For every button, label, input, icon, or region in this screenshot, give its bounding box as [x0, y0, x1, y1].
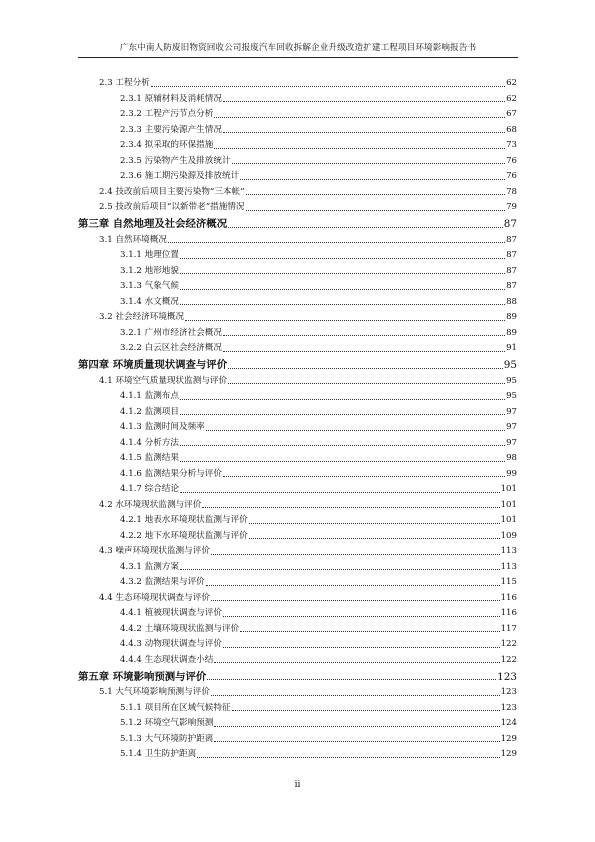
toc-entry-page: 123	[500, 687, 517, 697]
toc-entry-page: 113	[500, 546, 517, 556]
toc-entry-title: 2.3.5 污染物产生及排放统计	[120, 155, 231, 166]
dot-leader	[232, 710, 500, 711]
toc-entry-title: 第三章 自然地理及社会经济概况	[78, 218, 228, 230]
toc-entry-title: 3.1.4 水文概况	[120, 296, 179, 307]
toc-entry-page: 124	[500, 718, 517, 728]
toc-entry[interactable]	[78, 198, 517, 214]
toc-entry[interactable]	[78, 683, 517, 699]
toc-entry-page: 76	[506, 171, 517, 181]
dot-leader	[206, 585, 500, 586]
toc-entry-page: 95	[506, 391, 517, 401]
toc-entry-title: 4.1.6 监测结果分析与评价	[120, 468, 222, 479]
toc-entry-title: 2.3.3 主要污染源产生情况	[120, 124, 222, 135]
toc-entry-page: 87	[506, 265, 517, 276]
toc-entry[interactable]	[78, 745, 517, 761]
toc-entry-title: 4.4.4 生态现状调查小结	[120, 654, 214, 665]
toc-entry-page: 129	[500, 733, 517, 744]
dot-leader	[180, 273, 505, 274]
dot-leader	[249, 523, 500, 524]
toc-entry-page: 76	[506, 155, 517, 166]
toc-entry-page: 79	[506, 202, 517, 212]
toc-entry-title: 3.2 社会经济环境概况	[99, 312, 185, 322]
toc-entry-title: 2.4 技改前后项目主要污染物“三本帐”	[99, 186, 245, 197]
toc-entry-title: 4.1.5 监测结果	[120, 453, 179, 463]
toc-chapter-entry[interactable]	[78, 354, 517, 371]
toc-entry[interactable]	[78, 433, 517, 449]
dot-leader	[211, 600, 500, 601]
dot-leader	[223, 351, 505, 352]
toc-entry[interactable]	[78, 511, 517, 527]
toc-entry-page: 101	[500, 499, 517, 510]
toc-entry-page: 97	[506, 422, 517, 432]
dot-leader	[202, 507, 499, 508]
dot-leader	[211, 695, 500, 696]
toc-entry[interactable]	[78, 323, 517, 339]
toc-entry-title: 4.3 噪声环境现状监测与评价	[99, 546, 210, 556]
dot-leader	[249, 538, 500, 539]
toc-entry-title: 4.2.1 地表水环境现状监测与评价	[120, 515, 248, 525]
toc-entry-title: 3.2.2 白云区社会经济概况	[120, 343, 222, 353]
toc-entry-title: 3.1.2 地形地貌	[120, 265, 179, 276]
toc-entry[interactable]	[78, 495, 517, 511]
toc-entry-title: 3.1 自然环境概况	[99, 234, 167, 245]
toc-entry-page: 87	[506, 234, 517, 245]
toc-entry-title: 2.3.6 施工期污染源及排放统计	[120, 171, 240, 181]
dot-leader	[240, 631, 499, 632]
toc-entry-title: 4.4.3 动物现状调查与评价	[120, 639, 222, 649]
dot-leader	[228, 383, 505, 384]
dot-leader	[223, 335, 505, 336]
dot-leader	[207, 679, 496, 680]
toc-entry-title: 2.3 工程分析	[99, 78, 150, 88]
dot-leader	[214, 741, 499, 742]
toc-entry-title: 3.1.1 地理位置	[120, 250, 179, 260]
toc-chapter-entry[interactable]	[78, 666, 517, 683]
dot-leader	[214, 662, 499, 663]
toc-entry[interactable]	[78, 729, 517, 745]
toc-entry-title: 4.4 生态环境现状调查与评价	[99, 592, 210, 603]
dot-leader	[180, 461, 505, 462]
toc-entry-page: 89	[506, 327, 517, 338]
toc-entry-page: 88	[506, 296, 517, 307]
toc-entry-page: 113	[500, 561, 517, 572]
toc-entry-page: 123	[497, 670, 517, 683]
toc-entry[interactable]	[78, 120, 517, 136]
dot-leader	[228, 227, 503, 228]
toc-entry-title: 4.2.2 地下水环境现状监测与评价	[120, 530, 248, 541]
toc-entry-page: 87	[506, 281, 517, 291]
toc-entry-title: 4.1.7 综合结论	[120, 484, 179, 494]
toc-entry-page: 68	[506, 124, 517, 135]
dot-leader	[240, 179, 505, 180]
toc-entry-title: 4.3.2 监测结果与评价	[120, 577, 205, 587]
toc-entry-page: 78	[506, 186, 517, 197]
toc-entry-title: 5.1.1 项目所在区域气候特征	[120, 702, 231, 713]
toc-entry-page: 87	[506, 250, 517, 260]
toc-entry-page: 87	[503, 218, 517, 230]
dot-leader	[180, 414, 505, 415]
toc-entry[interactable]	[78, 619, 517, 635]
toc-entry[interactable]	[78, 480, 517, 496]
toc-entry-title: 5.1 大气环境影响预测与评价	[99, 687, 210, 697]
toc-entry[interactable]	[78, 464, 517, 480]
dot-leader	[185, 320, 505, 321]
toc-entry[interactable]	[78, 635, 517, 651]
dot-leader	[180, 399, 505, 400]
toc-entry-page: 91	[506, 343, 517, 353]
toc-entry-title: 4.1.4 分析方法	[120, 437, 179, 448]
header-rule	[78, 57, 518, 58]
toc-entry[interactable]	[78, 402, 517, 418]
dot-leader	[214, 117, 505, 118]
toc-entry-page: 109	[500, 530, 517, 541]
toc-entry[interactable]	[78, 89, 517, 105]
dot-leader	[180, 569, 500, 570]
dot-leader	[180, 445, 505, 446]
toc-entry-title: 3.1.3 气象气候	[120, 281, 179, 291]
toc-entry[interactable]	[78, 74, 517, 90]
toc-entry-page: 115	[500, 577, 517, 587]
toc-entry-page: 62	[506, 78, 517, 88]
dot-leader	[180, 258, 505, 259]
toc-entry-page: 67	[506, 109, 517, 119]
toc-entry[interactable]	[78, 136, 517, 152]
dot-leader	[223, 647, 500, 648]
toc-entry-title: 4.4.2 土壤环境现状监测与评价	[120, 623, 240, 634]
toc-entry-page: 101	[500, 515, 517, 525]
dot-leader	[223, 101, 505, 102]
toc-chapter-entry[interactable]	[78, 213, 517, 230]
toc-entry-page: 97	[506, 437, 517, 448]
toc-entry-page: 97	[506, 406, 517, 417]
dot-leader	[180, 289, 505, 290]
toc-entry-title: 4.4.1 植被现状调查与评价	[120, 608, 222, 618]
toc-entry-title: 第四章 环境质量现状调查与评价	[78, 359, 228, 371]
dot-leader	[197, 757, 499, 758]
toc-entry-page: 98	[506, 453, 517, 463]
toc-entry[interactable]	[78, 308, 517, 324]
toc-entry[interactable]	[78, 261, 517, 277]
toc-entry[interactable]	[78, 542, 517, 558]
toc-entry[interactable]	[78, 573, 517, 589]
toc-entry-title: 4.1.3 监测时间及频率	[120, 422, 205, 432]
toc-entry-page: 73	[506, 140, 517, 150]
toc-entry-title: 2.3.4 拟采取的环保措施	[120, 140, 214, 150]
toc-entry-title: 第五章 环境影响预测与评价	[78, 670, 207, 683]
dot-leader	[246, 194, 506, 195]
toc-entry[interactable]	[78, 246, 517, 262]
page-number: ii	[294, 780, 301, 790]
toc-entry[interactable]	[78, 650, 517, 666]
dot-leader	[151, 86, 505, 87]
toc-entry-title: 5.1.3 大气环境防护距离	[120, 733, 214, 744]
toc-entry[interactable]	[78, 230, 517, 246]
toc-entry-title: 4.1.1 监测布点	[120, 391, 179, 401]
toc-entry[interactable]	[78, 449, 517, 465]
dot-leader	[168, 242, 505, 243]
toc-entry[interactable]	[78, 167, 517, 183]
toc-entry[interactable]	[78, 557, 517, 573]
toc-entry-title: 4.2 水环境现状监测与评价	[99, 499, 202, 510]
toc-entry-title: 2.3.2 工程产污节点分析	[120, 109, 214, 119]
toc-entry-page: 95	[506, 375, 517, 386]
toc-entry-page: 101	[500, 484, 517, 494]
dot-leader	[180, 492, 500, 493]
toc-entry-page: 117	[500, 623, 517, 634]
toc-entry[interactable]	[78, 292, 517, 308]
toc-entry-title: 5.1.4 卫生防护距离	[120, 749, 197, 759]
toc-entry-page: 95	[503, 359, 517, 371]
running-header: 广东中南人防废旧物资回收公司报废汽车回收拆解企业升级改造扩建工程项目环境影响报告书	[119, 43, 477, 53]
dot-leader	[223, 132, 505, 133]
toc-entry[interactable]	[78, 182, 517, 198]
toc-entry[interactable]	[78, 418, 517, 434]
toc-entry-title: 5.1.2 环境空气影响预测	[120, 718, 214, 728]
toc-entry-page: 122	[500, 639, 517, 649]
toc-entry[interactable]	[78, 698, 517, 714]
toc-entry-page: 99	[506, 468, 517, 479]
dot-leader	[232, 163, 506, 164]
toc-entry-title: 4.1 环境空气质量现状监测与评价	[99, 375, 228, 386]
toc-entry-title: 2.5 技改前后项目“以新带老”措施情况	[99, 202, 245, 212]
toc-entry-page: 89	[506, 312, 517, 322]
toc-entry-page: 123	[500, 702, 517, 713]
toc-entry-page: 129	[500, 749, 517, 759]
toc-entry-title: 4.1.2 监测项目	[120, 406, 179, 417]
toc-entry-page: 62	[506, 93, 517, 104]
dot-leader	[214, 148, 505, 149]
dot-leader	[223, 616, 500, 617]
toc-entry-page: 116	[500, 608, 517, 618]
dot-leader	[211, 554, 500, 555]
table-of-contents	[78, 74, 517, 761]
toc-entry[interactable]	[78, 387, 517, 403]
toc-entry[interactable]	[78, 277, 517, 293]
dot-leader	[206, 430, 505, 431]
toc-entry-title: 3.2.1 广州市经济社会概况	[120, 327, 222, 338]
toc-entry[interactable]	[78, 339, 517, 355]
dot-leader	[246, 210, 506, 211]
toc-entry[interactable]	[78, 714, 517, 730]
toc-entry-page: 116	[500, 592, 517, 603]
toc-entry[interactable]	[78, 526, 517, 542]
dot-leader	[228, 368, 503, 369]
toc-entry[interactable]	[78, 371, 517, 387]
dot-leader	[214, 726, 499, 727]
toc-entry-title: 4.3.1 监测方案	[120, 561, 179, 572]
toc-entry-title: 2.3.1 原辅材料及消耗情况	[120, 93, 222, 104]
dot-leader	[223, 476, 505, 477]
toc-entry[interactable]	[78, 151, 517, 167]
toc-entry[interactable]	[78, 588, 517, 604]
toc-entry[interactable]	[78, 604, 517, 620]
dot-leader	[180, 304, 505, 305]
toc-entry-page: 122	[500, 654, 517, 665]
toc-entry[interactable]	[78, 105, 517, 121]
